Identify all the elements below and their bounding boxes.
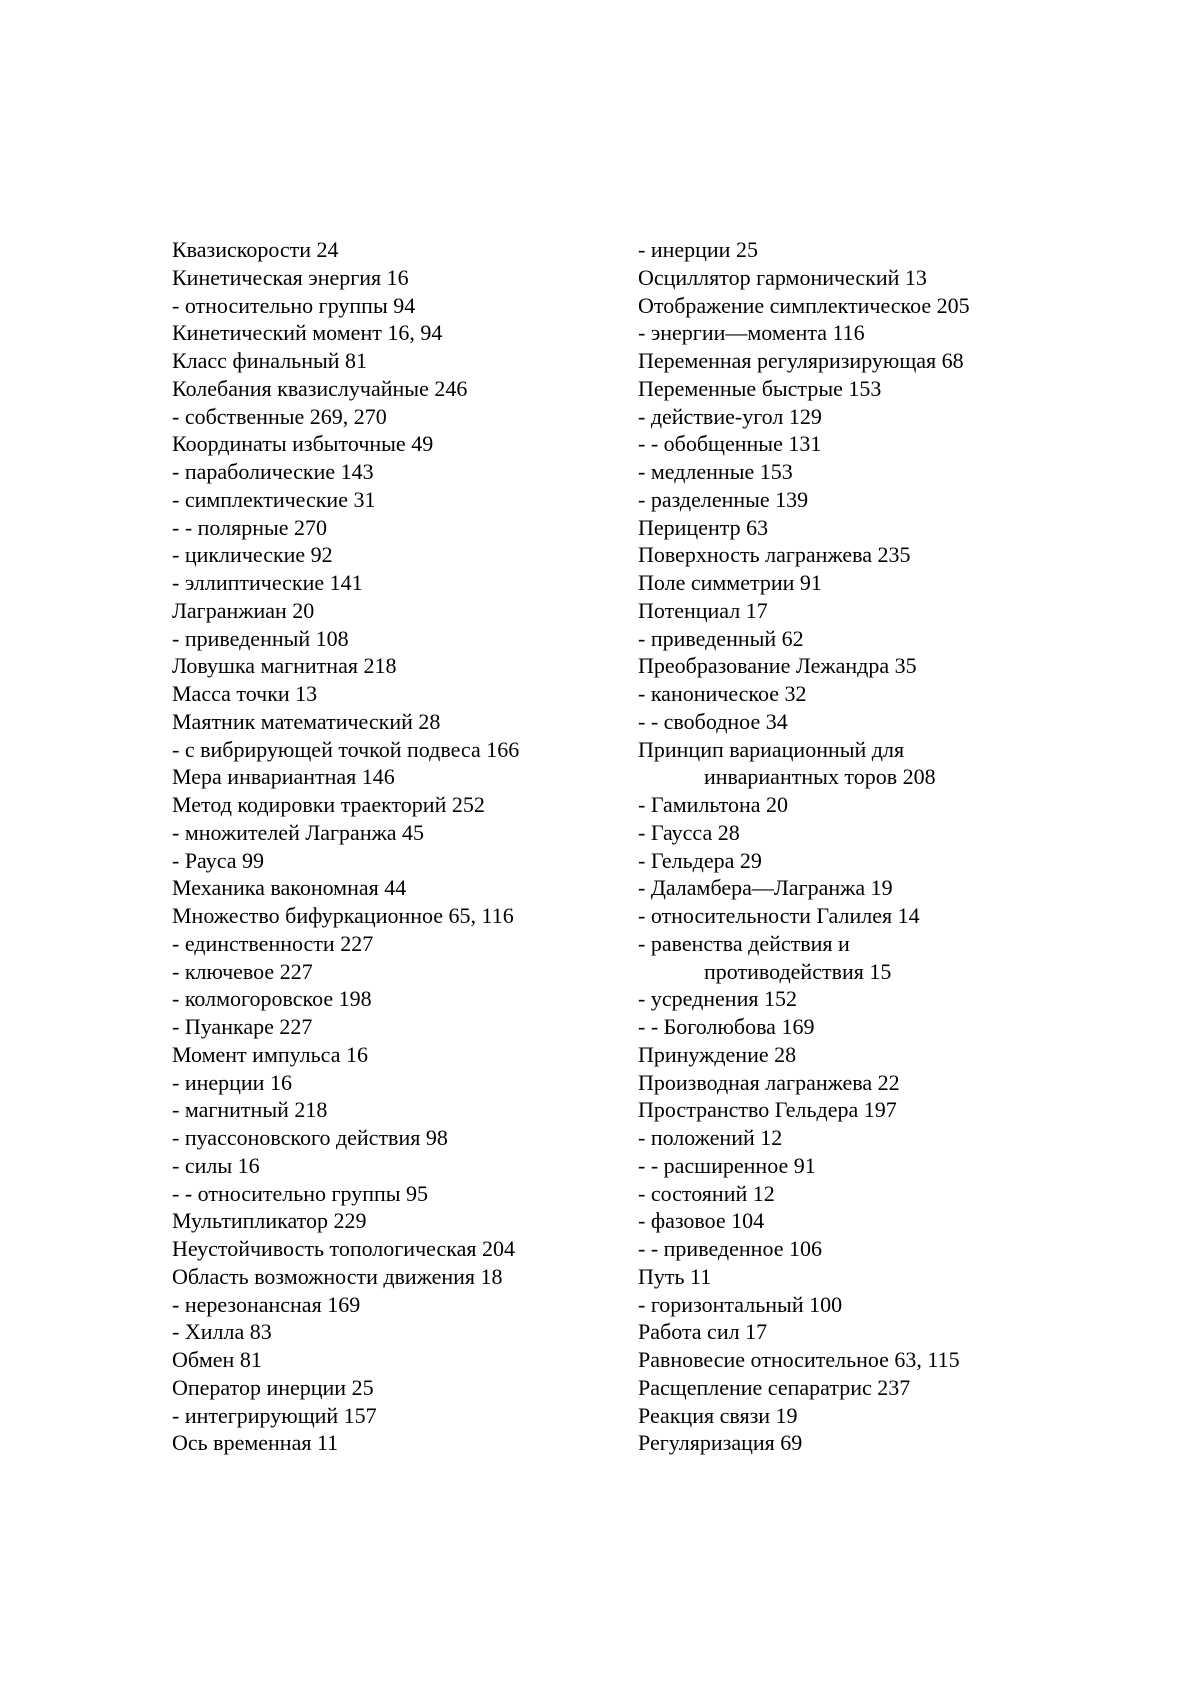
index-entry: - - обобщенные 131 [638, 431, 822, 457]
index-entry: Метод кодировки траекторий 252 [172, 792, 485, 817]
index-entry: Расщепление сепаратрис 237 [638, 1374, 911, 1400]
index-entry: Перицентр 63 [638, 514, 769, 540]
index-entry: Реакция связи 19 [638, 1402, 798, 1428]
index-entry: Колебания квазислучайные 246 [172, 375, 468, 401]
index-entry: - положений 12 [638, 1125, 783, 1150]
index-entry: Ось временная 11 [172, 1430, 339, 1456]
index-entry: - эллиптические 141 [172, 570, 363, 595]
index-entry: - горизонтальный 100 [638, 1291, 843, 1317]
index-entry: - симплектические 31 [172, 486, 376, 512]
index-entry: Маятник математический 28 [172, 708, 441, 734]
index-entry: - нерезонансная 169 [172, 1291, 361, 1317]
index-entry: Производная лагранжева 22 [638, 1069, 900, 1095]
index-entry: - медленные 153 [638, 459, 793, 484]
index-entry: - с вибрирующей точкой подвеса 166 [172, 736, 520, 762]
index-entry: Кинетический момент 16, 94 [172, 320, 443, 346]
index-entry: Квазискорости 24 [172, 237, 339, 262]
index-entry: Осциллятор гармонический 13 [638, 264, 927, 290]
index-entry: - - Боголюбова 169 [638, 1014, 815, 1039]
index-entry: Переменная регуляризирующая 68 [638, 348, 964, 373]
index-entry: - каноническое 32 [638, 681, 807, 706]
index-entry: - параболические 143 [172, 459, 374, 484]
index-entry: - инерции 16 [172, 1069, 292, 1095]
index-entry: Координаты избыточные 49 [172, 431, 434, 457]
index-entry: - собственные 269, 270 [172, 403, 387, 429]
index-entry: - приведенный 108 [172, 625, 349, 651]
index-entry: Принцип вариационный для [638, 736, 905, 762]
index-entry: Регуляризация 69 [638, 1430, 803, 1456]
index-entry: - циклические 92 [172, 542, 333, 568]
index-entry: Путь 11 [638, 1263, 712, 1289]
index-entry: Принуждение 28 [638, 1041, 797, 1067]
index-entry: Масса точки 13 [172, 681, 318, 706]
index-entry: - Даламбера—Лагранжа 19 [638, 875, 893, 901]
index-entry: - пуассоновского действия 98 [172, 1125, 448, 1150]
index-entry: Мера инвариантная 146 [172, 764, 395, 790]
index-entry: Переменные быстрые 153 [638, 375, 882, 401]
index-entry: Момент импульса 16 [172, 1041, 368, 1067]
index-entry: Отображение симплектическое 205 [638, 292, 970, 318]
index-entry-continuation: противодействия 15 [704, 958, 892, 984]
index-entry: Неустойчивость топологическая 204 [172, 1236, 515, 1261]
index-entry: Ловушка магнитная 218 [172, 653, 397, 679]
index-entry: - колмогоровское 198 [172, 986, 372, 1012]
index-entry: Преобразование Лежандра 35 [638, 653, 917, 679]
index-entry: - Гаусса 28 [638, 819, 740, 845]
index-entry: Поверхность лагранжева 235 [638, 542, 911, 568]
index-entry: - равенства действия и [638, 930, 850, 956]
index-entry: - - полярные 270 [172, 514, 328, 540]
index-entry-continuation: инвариантных торов 208 [704, 764, 936, 790]
index-entry: - - относительно группы 95 [172, 1180, 429, 1206]
index-entry: Лагранжиан 20 [172, 597, 315, 623]
index-entry: - - свободное 34 [638, 708, 788, 734]
index-entry: - множителей Лагранжа 45 [172, 819, 425, 845]
index-column-left [172, 236, 519, 1457]
index-entry: - интегрирующий 157 [172, 1402, 377, 1428]
index-entry: Область возможности движения 18 [172, 1263, 503, 1289]
index-entry: - энергии—момента 116 [638, 320, 865, 346]
index-entry: Работа сил 17 [638, 1319, 768, 1345]
index-entry: - приведенный 62 [638, 625, 804, 651]
index-entry: Множество бифуркационное 65, 116 [172, 903, 514, 928]
index-entry: - Гельдера 29 [638, 847, 762, 873]
index-entry: - относительно группы 94 [172, 292, 416, 318]
index-entry: Мультипликатор 229 [172, 1208, 367, 1234]
index-entry: Пространство Гельдера 197 [638, 1097, 897, 1123]
index-entry: - силы 16 [172, 1152, 260, 1178]
index-entry: - состояний 12 [638, 1180, 775, 1206]
index-entry: - ключевое 227 [172, 958, 313, 984]
index-entry: - Пуанкаре 227 [172, 1014, 313, 1039]
index-entry: - инерции 25 [638, 237, 758, 262]
index-entry: Класс финальный 81 [172, 348, 368, 373]
index-entry: Обмен 81 [172, 1347, 262, 1372]
index-entry: - - приведенное 106 [638, 1236, 822, 1261]
index-entry: - разделенные 139 [638, 486, 809, 512]
index-column-right [638, 236, 970, 1457]
index-entry: - Рауса 99 [172, 847, 265, 873]
index-entry: Кинетическая энергия 16 [172, 264, 409, 290]
index-entry: Потенциал 17 [638, 597, 768, 623]
index-entry: - магнитный 218 [172, 1097, 328, 1123]
index-entry: Оператор инерции 25 [172, 1374, 374, 1400]
index-entry: Равновесие относительное 63, 115 [638, 1347, 960, 1372]
index-entry: - единственности 227 [172, 930, 374, 956]
index-entry: - - расширенное 91 [638, 1152, 816, 1178]
index-entry: - относительности Галилея 14 [638, 903, 920, 928]
index-entry: - Хилла 83 [172, 1319, 272, 1345]
index-entry: Механика вакономная 44 [172, 875, 407, 901]
index-entry: - фазовое 104 [638, 1208, 765, 1234]
index-entry: - действие-угол 129 [638, 403, 822, 429]
index-entry: Поле симметрии 91 [638, 570, 822, 595]
index-entry: - Гамильтона 20 [638, 792, 788, 817]
index-entry: - усреднения 152 [638, 986, 797, 1012]
